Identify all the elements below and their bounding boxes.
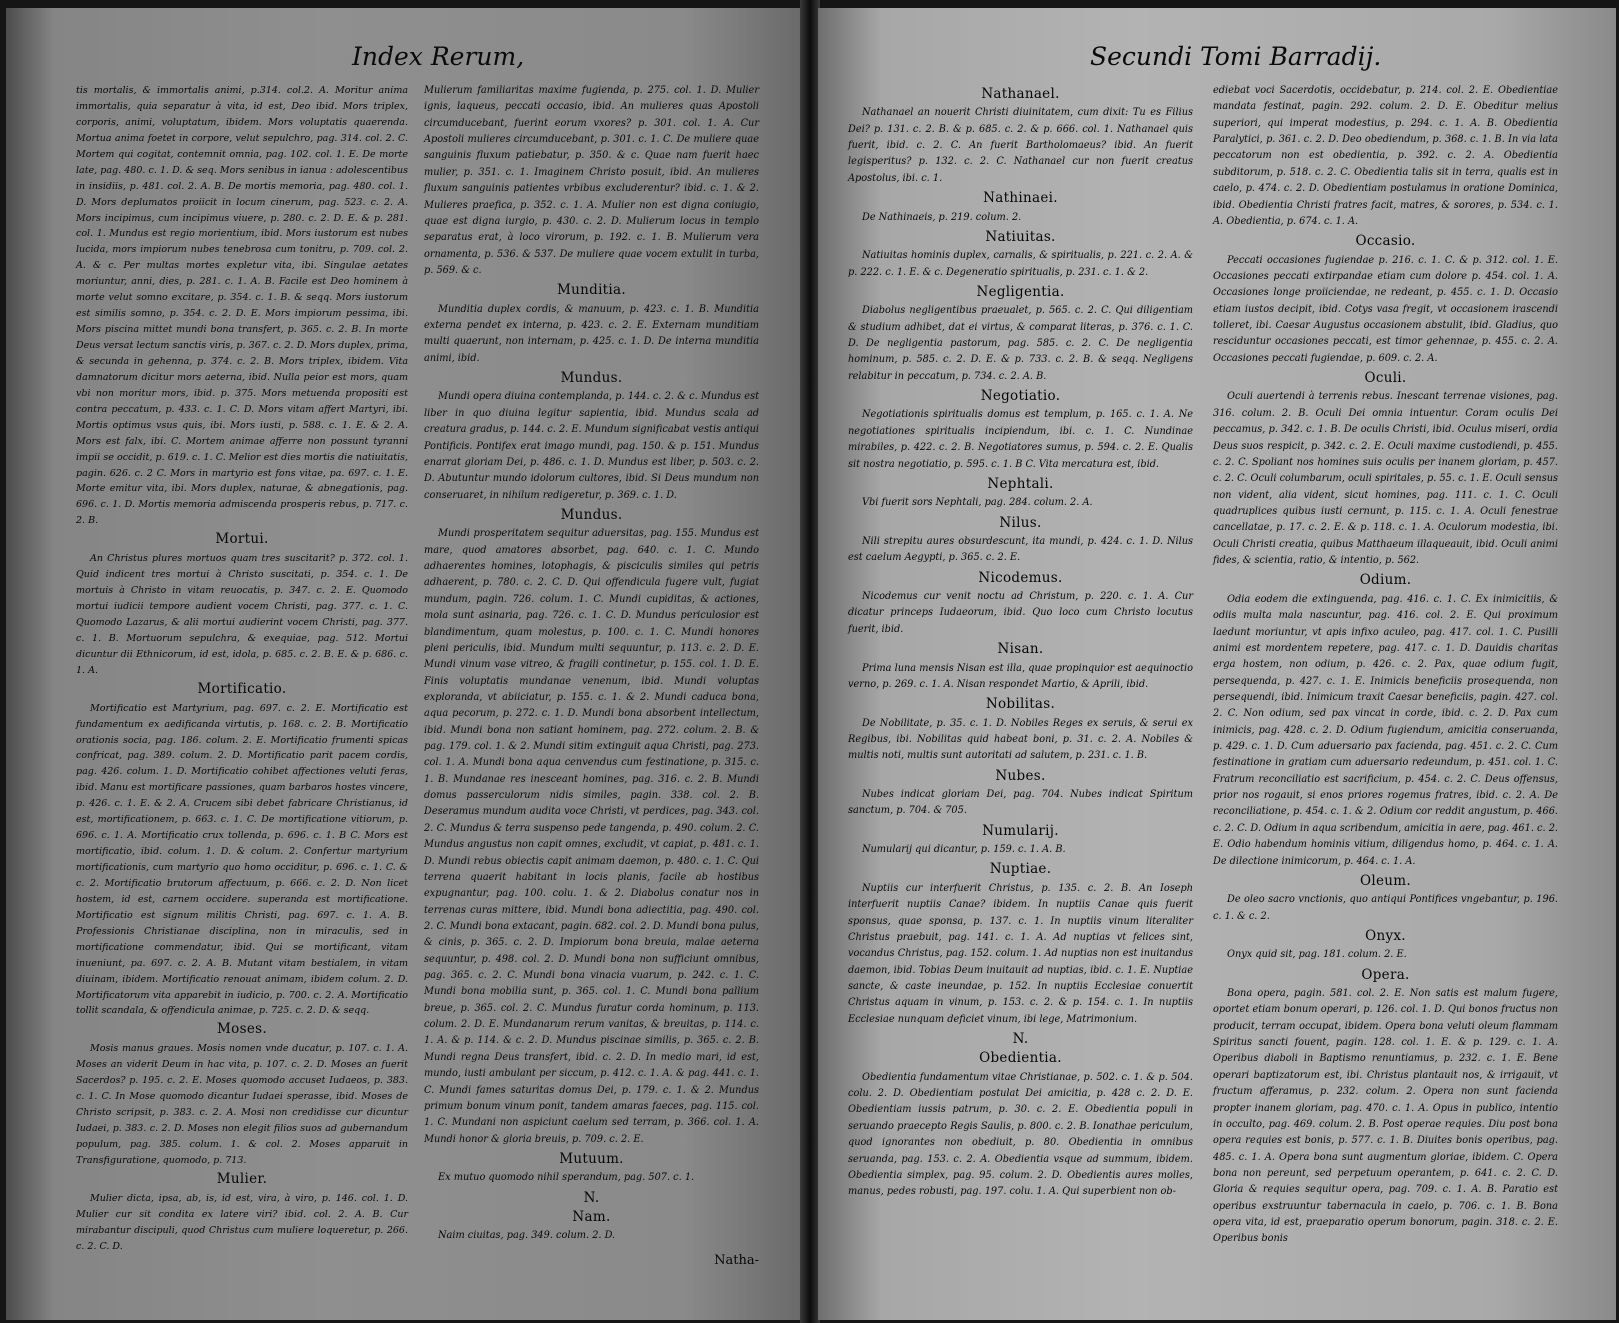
entry-heading: N.: [1012, 1031, 1029, 1048]
left-column-2: [424, 83, 759, 1269]
index-entry: [848, 229, 1193, 281]
entry-text: Mundi prosperitatem sequitur aduersitas, pag. 155. Mundus est mare, quod amatores absorbet, pag. 640. c. 1. C. Mundo adhaerentes homines, lotophagis, & pisciculis similes qui petris adhaerent, p. 780. c. 2. C. D. Qui offendicula fugere vult, fugiat mundum, pagin. 726. colum. 1. C. Mundi cupiditas, & actiones, mola sunt asinaria, pag. 726. c. 1. C. D. Mundus periculosior est blandimentum, quam molestus, p. 100. c. 1. C. Mundi honores pleni periculis, ibid. Mundum multi sequuntur, p. 113. c. 2. D. E. Mundi vinum vase vitreo, & fragili continetur, p. 155. col. 1. D. E. Finis voluptatis mundanae venenum, ibid. Mundi voluptas exploranda, vt abiiciatur, p. 155. c. 1. & 2. Mundi caduca bona, aqua pecorum, p. 272. c. 1. D. Mundi bona absorbent intellectum, ibid. Mundi bona non satiant hominem, pag. 272. colum. 2. B. & pag. 179. col. 1. & 2. Mundi sitim extinguit aqua Christi, pag. 273. col. 1. A. Mundi bona aqua cenvendus cum festinatione, p. 315. c. 1. B. Mundanae res inesceant homines, pag. 316. c. 2. B. Mundi domus passerculorum nidis similes, pagin. 338. col. 2. B. Deseramus mundum audita voce Christi, vt perdices, pag. 343. col. 2. C. Mundus & terra suspenso pede tangenda, p. 490. colum. 2. C. Mundus angustus non capit omnes, excludit, vt capiat, p. 481. c. 1. D. Mundi rebus obiectis capit animam daemon, p. 480. c. 1. C. Qui terrena quaerit habitant in locis planis, facile ab hostibus expugnantur, pag. 100. colu. 1. & 2. Diabolus conatur nos in terrenas curas mittere, ibid. Mundi bona adiectitia, pag. 490. col. 2. C. Mundi bona extacant, pagin. 682. col. 2. D. Mundi bona pulus, & cinis, p. 365. c. 2. D. Impiorum bona breuia, malae aeterna sequuntur, p. 498. col. 2. D. Mundi bona non sufficiunt omnibus, pag. 365. c. 2. C. Mundi bona vinacia vuarum, p. 242. c. 1. C. Mundi bona mobilia sunt, p. 365. col. 1. C. Mundi bona pallium breue, p. 365. col. 2. C. Mundus furatur corda hominum, p. 113. colum. 2. D. E. Mundanarum rerum vanitas, & breuitas, p. 114. c. 1. A. & p. 114. & c. 2. D. Mundus piscinae similis, p. 365. c. 2. B. Mundi regna Deus transfert, ibid. c. 2. D. In medio mari, id est, mundo, iusti ambulant per siccum, p. 412. c. 1. A. & pag. 441. c. 1. C. Mundi fames saturitas domus Dei, p. 179. c. 1. & 2. Mundus primum bonum vinum ponit, tandem amaras faeces, pag. 115. col. 1. C. Mundani non aspiciunt caelum sed terram, p. 366. col. 1. A. Mundi honor & gloria breuis, p. 709. c. 2. E.: [424, 528, 759, 1145]
index-entry: [1213, 873, 1558, 925]
right-column-2: [1213, 83, 1558, 1250]
index-entry: [424, 1190, 759, 1206]
entry-text: Nubes indicat gloriam Dei, pag. 704. Nubes indicat Spiritum sanctum, p. 704. & 705.: [848, 789, 1193, 817]
entry-text: Mulier dicta, ipsa, ab, is, id est, vira, à viro, p. 146. col. 1. D. Mulier cur sit condita ex latere viri? ibid. col. 2. A. B. Cur mirabantur discipuli, quod Christus cum muliere loqueretur, p. 266. c. 2. C. D.: [76, 1192, 408, 1252]
index-entry: [848, 515, 1193, 567]
entry-text: Mundi opera diuina contemplanda, p. 144. c. 2. & c. Mundus est liber in quo diuina legitur sapientia, ibid. Mundus scala ad creatura gradus, p. 144. c. 2. E. Mundum significabat vestis antiqui Pontificis. Pontifex erat imago mundi, pag. 150. & p. 151. Mundus enarrat gloriam Dei, p. 486. c. 1. D. Mundus est liber, p. 503. c. 2. D. Abutuntur mundo idolorum cultores, ibid. Si Deus mundum non conseruaret, in nihilum redigeretur, p. 369. c. 1. D.: [424, 391, 759, 501]
entry-text: Nuptiis cur interfuerit Christus, p. 135. c. 2. B. An Ioseph interfuerit nuptiis Canae? ibidem. In nuptiis Canae quis fuerit sponsus, quae sponsa, p. 137. c. 1. In nuptiis vinum literaliter Christus praebuit, pag. 141. c. 1. A. Ad nuptias vt felices sint, vocandus Christus, pag. 152. colum. 1. Ad nuptias non est inuitandus daemon, ibid. Tobias Deum inuitauit ad nuptias, ibid. c. 1. E. Nuptiae sancte, & caste ineundae, p. 152. In nuptiis Ecclesiae conuertit Christus aquam in vinum, p. 153. c. 2. & p. 154. c. 1. In nuptiis Ecclesiae nunquam deficiet vinum, ibi lege, Matrimonium.: [848, 882, 1193, 1025]
index-entry: [1213, 233, 1558, 367]
index-entry: [424, 507, 759, 1148]
index-entry: [424, 1209, 759, 1245]
entry-heading: Opera.: [1361, 966, 1410, 983]
entry-heading: Mutuum.: [559, 1151, 624, 1167]
left-page: [6, 8, 802, 1320]
entry-text: Vbi fuerit sors Nephtali, pag. 284. colum. 2. A.: [862, 497, 1093, 509]
entry-text: tis mortalis, & immortalis animi, p.314. col.2. A. Moritur anima immortalis, quia separatur à vita, id est, Deo ibid. Mors triplex, corporis, animi, voluptatum, ibidem. Mors voluptatis quaerenda. Mortua anima foetet in corpore, velut sepulchro, pag. 314. col. 2. C. Mortem qui cogitat, contemnit omnia, pag. 102. col. 1. E. De morte late, pag. 480. c. 1. D. & seq. Mors senibus in ianua : adolescentibus in insidiis, p. 481. col. 2. A. B. De mortis memoria, pag. 480. col. 1. D. Mors deplumatos proiicit in locum cinerum, pag. 523. c. 2. A. Mors incipimus, cum incipimus viuere, p. 280. c. 2. D. E. & p. 281. col. 1. Mundus est regio morientium, ibid. Mors iustorum est nubes lucida, mors impiorum nubes tenebrosa cum tonitru, p. 709. col. 2. A. & c. Per multas mortes expletur vita, ibi. Singulae aetates moriuntur, anni, dies, p. 281. c. 1. A. B. Facile est Deo hominem à morte velut somno excitare, p. 354. c. 1. B. & seqq. Mors iustorum est similis somno, p. 354. c. 2. D. E. Mors impiorum pessima, ibi. Mors piscina mittet mundi bona transfert, p. 365. c. 2. B. In morte Deus versat lectum sanctis viris, p. 367. c. 2. D. Mors duplex, prima, & secunda in gehenna, p. 374. c. 2. B. Mors triplex, ibidem. Vita damnatorum dicitur mors aeterna, ibid. Nulla peior est mors, quam vbi non moritur mors, ibid. p. 375. Mors metuenda propositi est contra peccatum, p. 433. c. 1. C. D. Mors vitam affert Martyri, ibi. Mortis optimus vsus quis, ibi. Mors iusti, p. 588. c. 1. E. & 2. A. Mors est falx, ibi. C. Mortem animae afferre non possunt tyranni impii se occidit, p. 619. c. 1. C. Melior est dies mortis die natiuitatis, pagin. 626. c. 2 C. Mors in martyrio est fons vitae, pa. 697. c. 1. E. Morte emitur vita, ibi. Mors duplex, naturae, & abnegationis, pag. 696. c. 1. D. Mortis memoria admiscenda prosperis rebus, p. 717. c. 2. B.: [76, 85, 408, 527]
entry-text: Oculi auertendi à terrenis rebus. Inescant terrenae visiones, pag. 316. colum. 2. B. Oculi Dei omnia intuentur. Coram oculis Dei peccamus, p. 342. c. 1. B. De oculis Christi, ibid. Oculus miseri, ordia Deus suos respicit, p. 342. c. 2. E. Oculi maxime custodiendi, p. 455. c. 2. C. Spoliant nos homines suis oculis per inanem gloriam, p. 457. c. 2. C. Oculi columbarum, oculi spiritales, p. 55. c. 1. E. Oculi sensus non vident, alia vident, sicut homines, pag. 111. c. 1. C. Oculi quadruplices quibus iusti cernunt, p. 115. c. 1. A. Oculi fenestrae cancellatae, p. 17. c. 2. E. & p. 118. c. 1. A. Oculorum modestia, ibi. Oculi Christi creatia, quibus Matthaeum illaqueauit, ibid. Oculi animi fides, & scientia, ratio, & intentio, p. 562.: [1213, 391, 1558, 567]
entry-heading: Nobilitas.: [985, 696, 1056, 713]
entry-heading: Nilus.: [999, 514, 1042, 531]
book-gutter: [800, 0, 820, 1323]
catchword: Natha-: [714, 1252, 759, 1268]
entry-heading: Nubes.: [995, 767, 1046, 784]
entry-text: Ex mutuo quomodo nihil sperandum, pag. 507. c. 1.: [438, 1172, 695, 1184]
entry-text: Obedientia fundamentum vitae Christianae, p. 502. c. 1. & p. 504. colu. 2. D. Obedientiam postulat Dei amicitia, p. 428 c. 2. D. E. Obedientiam iussis patrum, p. 30. c. 2. E. Obedientia populi in seruando praecepto Regis Saulis, p. 800. c. 2. B. Ionathae periculum, quod ignorantes non obediuit, p. 80. Obedientia in omnibus seruanda, pag. 153. c. 2. A. Obedientia vsque ad summum, ibidem. Obedientia simplex, pag. 95. colum. 2. D. Obedientis aures molles, manus, pedes robusti, pag. 197. colu. 1. A. Qui superbient non ob-: [848, 1071, 1193, 1198]
entry-heading: Negligentia.: [976, 283, 1065, 300]
index-entry: [848, 388, 1193, 473]
entry-text: Prima luna mensis Nisan est illa, quae propinquior est aequinoctio verno, p. 269. c. 1. A. Nisan respondet Martio, & Aprili, ibid.: [848, 662, 1193, 690]
index-entry: [1213, 967, 1558, 1248]
entry-text: Diabolus negligentibus praeualet, p. 565. c. 2. C. Qui diligentiam & studium adhibet, dat ei virtus, & comparat literas, p. 376. c. 1. C. D. De negligentia pastorum, pag. 585. c. 2. C. De negligentia hominum, p. 585. c. 2. D. E. & p. 733. c. 2. B. & seqq. Negligens relabitur in peccatum, p. 734. c. 2. A. B.: [848, 305, 1193, 382]
index-entry: [1213, 572, 1558, 869]
index-entry: [424, 83, 759, 279]
index-entry: [76, 83, 408, 529]
entry-text: Numularij qui dicantur, p. 159. c. 1. A. B.: [862, 844, 1066, 856]
entry-text: Negotiationis spiritualis domus est templum, p. 165. c. 1. A. Ne negotiationes spiritualis incipiendum, ibi. c. 1. C. Nundinae mirabiles, p. 422. c. 2. B. Negotiatores sumus, p. 594. c. 2. E. Qualis sit nostra negotiatio, p. 595. c. 1. B C. Vita mercatura est, ibid.: [848, 409, 1193, 470]
index-entry: [848, 476, 1193, 512]
entry-text: Nili strepitu aures obsurdescunt, ita mundi, p. 424. c. 1. D. Nilus est caelum Aegypti, p. 365. c. 2. E.: [848, 535, 1193, 564]
index-entry: [848, 768, 1193, 820]
index-entry: [848, 1031, 1193, 1047]
entry-heading: Numularij.: [982, 822, 1059, 839]
index-entry: [76, 682, 408, 1020]
index-entry: [848, 696, 1193, 764]
index-entry: [424, 1151, 759, 1187]
index-entry: [848, 823, 1193, 859]
entry-text: An Christus plures mortuos quam tres suscitarit? p. 372. col. 1. Quid indicent tres mortui à Christo suscitati, p. 354. c. 1. De mortuis à Christo in vitam reuocatis, p. 347. c. 2. E. Quomodo mortui iudicii tempore audient vocem Christi, pag. 377. c. 1. C. Quomodo Lazarus, & alii mortui audierint vocem Christi, pag. 377. c. 1. B. Mortuorum sepulchra, & exequiae, pag. 512. Mortui dicuntur dii Ethnicorum, id est, idola, p. 685. c. 2. B. E. & p. 686. c. 1. A.: [76, 553, 408, 676]
entry-heading: Negotiatio.: [980, 388, 1061, 405]
entry-text: Peccati occasiones fugiendae p. 216. c. 1. C. & p. 312. col. 1. E. Occasiones peccati extirpandae etiam cum dolore p. 454. col. 1. A. Occasiones longe proiiciendae, ne redeant, p. 455. c. 1. D. Occasio etiam iustos decipit, ibid. Cotys vasa fregit, vt occasionem irascendi tolleret, ibi. Caesar Augustus occasionem abstulit, ibid. Gladius, quo resciduntur occasiones peccati, est timor gehennae, p. 455. c. 2. A. Occasiones peccati fugiendae, p. 609. c. 2. A.: [1213, 254, 1558, 364]
entry-text: Odia eodem die extinguenda, pag. 416. c. 1. C. Ex inimicitiis, & odiis multa mala nascuntur, pag. 416. col. 2. E. Qui proximum laedunt moriuntur, vt apis infixo aculeo, pag. 417. col. 1. C. Pusilli animi est mordentem repetere, pag. 417. c. 1. D. Dauidis charitas erga hostem, non odium, p. 426. c. 2. Pax, quae odium fugit, persequenda, p. 427. c. 1. E. Inimicis beneficiis prosequenda, non persequendi, ibid. Inimicum traxit Caesar beneficiis, pagin. 427. col. 2. C. Non odium, sed pax vincat in corde, ibid. c. 2. D. Pax cum inimicis, pag. 428. c. 2. D. Odium fugiendum, amicitia conseruanda, p. 429. c. 1. D. Cum aduersario pax facienda, pag. 451. c. 2. C. Cum festinatione in gratiam cum aduersario redeundum, p. 451. col. 1. C. Fratrum reconciliatio est sacrificium, p. 454. c. 2. C. Deus offensus, prior nos rogauit, si enos priores rogemus fratres, ibid. c. 2. A. De reconciliatione, p. 454. c. 1. & 2. Odium cor reddit angustum, p. 466. c. 2. C. D. Odium in aqua scribendum, amicitia in aere, pag. 461. c. 2. E. Odio habendum hominis vitium, diligendus homo, p. 464. c. 1. A. De dilectione inimicorum, p. 464. c. 1. A.: [1213, 593, 1558, 867]
right-page: [818, 8, 1616, 1320]
entry-heading: Nathinaei.: [983, 190, 1058, 207]
entry-heading: Oleum.: [1360, 872, 1411, 889]
entry-heading: Obedientia.: [979, 1050, 1062, 1067]
index-entry: [424, 282, 759, 367]
entry-heading: Moses.: [217, 1021, 267, 1038]
index-entry: [1213, 928, 1558, 964]
entry-text: Natiuitas hominis duplex, carnalis, & spiritualis, p. 221. c. 2. A. & p. 222. c. 1. E. & c. Degeneratio spiritualis, p. 231. c. 1. & 2.: [848, 250, 1193, 278]
entry-heading: Mundus.: [560, 506, 623, 523]
right-column-1: [848, 83, 1193, 1203]
index-entry: [1213, 370, 1558, 569]
index-entry: [848, 1050, 1193, 1200]
entry-text: Mulierum familiaritas maxime fugienda, p. 275. col. 1. D. Mulier ignis, laqueus, peccati occasio, ibid. An mulieres quas Apostoli circumducebant, fuerint eorum vxores? p. 301. col. 1. A. Cur Apostoli mulieres circumducebant, p. 301. c. 1. C. De muliere quae sanguinis fluxum patiebatur, p. 350. & c. Quae nam fuerit haec mulier, p. 351. c. 1. Imaginem Christo posuit, ibid. An mulieres fluxum sanguinis patientes vrbibus excluderentur? ibid. c. 1. & 2. Mulieres praefica, p. 352. c. 1. A. Mulier non est digna coniugio, quae est digna iurgio, p. 430. c. 2. D. Mulierum locus in templo separatus erat, à loco virorum, p. 192. c. 1. B. Mulierum vera ornamenta, p. 536. & 537. De muliere quae vocem extulit in turba, p. 569. & c.: [424, 85, 759, 276]
entry-heading: Nam.: [572, 1209, 611, 1226]
index-entry: [848, 861, 1193, 1028]
index-entry: [848, 284, 1193, 385]
entry-text: De Nobilitate, p. 35. c. 1. D. Nobiles Reges ex seruis, & serui ex Regibus, ibi. Nobilitas quid habeat boni, p. 31. c. 2. A. Nobiles & multis noti, multis sunt autoritati ad salutem, p. 231. c. 1. B.: [848, 717, 1193, 762]
entry-heading: Mortificatio.: [197, 680, 287, 697]
running-head-left: Index Rerum,: [352, 42, 525, 71]
left-column-1: [76, 83, 408, 1257]
index-entry: [76, 532, 408, 678]
entry-heading: Nephtali.: [987, 475, 1054, 492]
entry-text: Munditia duplex cordis, & manuum, p. 423. c. 1. B. Munditia externa pendet ex interna, p. 423. c. 2. E. Externam munditiam multi quaerunt, non internam, p. 425. c. 1. D. De interna munditia animi, ibid.: [424, 303, 759, 364]
entry-text: Mortificatio est Martyrium, pag. 697. c. 2. E. Mortificatio est fundamentum ex aedificanda virtutis, p. 168. c. 2. B. Mortificatio orationis socia, pag. 186. colum. 2. E. Mortificatio frumenti spicas confricat, pag. 389. colum. 2. D. Mortificatio parit pacem cordis, pag. 426. colum. 1. D. Mortificatio cohibet affectiones veluti feras, ibid. Manu est mortificare passiones, quam barbaros hostes vincere, p. 426. c. 1. E. & 2. A. Crucem sibi debet fabricare Christianus, id est, mortificationem, p. 663. c. 1. C. De mortificatione vitiorum, p. 696. c. 1. A. Mortificatio crux tollenda, p. 696. c. 1. B C. Mors est mortificatio, ibid. colum. 1. D. & colum. 2. Confertur martyrium mortificationis, cum martyrio quo homo occiditur, p. 696. c. 1. C. & c. 2. Mortificatio brutorum affectuum, p. 666. c. 2. D. Non licet hostem, id est, carnem occidere. superanda est mortificatione. Mortificatio est signum militis Christi, pag. 697. c. 1. A. B. Professionis Christianae disciplina, non in miraculis, sed in mortificatione commendatur, ibid. Qui se mortificant, vitam inueniunt, pa. 697. c. 2. A. B. Mutant vitam bestialem, in vitam diuinam, ibidem. Mortificatio renouat animam, ibidem colum. 2. D. Mortificatorum vita apparebit in iudicio, p. 700. c. 2. A. Mortificatio tollit scandala, & offendicula animae, p. 725. c. 2. D. & seqq.: [76, 702, 408, 1017]
running-head-right: Secundi Tomi Barradij.: [1090, 42, 1382, 71]
entry-text: ediebat voci Sacerdotis, occidebatur, p. 214. col. 2. E. Obedientiae mandata festinat, pagin. 292. colum. 2. D. E. Obeditur melius superiori, qui imperat modestius, p. 294. c. 1. A. B. Obedientia Paralytici, p. 361. c. 2. D. Deo obediendum, p. 368. c. 1. B. In via lata peccatorum non est obedientia, p. 392. c. 2. A. Obedientia subditorum, p. 518. c. 2. C. Obedientia talis sit in terra, qualis est in caelo, p. 474. c. 2. D. Obedientiam postulamus in oratione Dominica, ibid. Obedientia Christi fratres facit, matres, & sorores, p. 534. c. 1. A. Obedientia, p. 674. c. 1. A.: [1213, 85, 1558, 227]
index-entry: [848, 570, 1193, 638]
entry-heading: Mulier.: [216, 1170, 268, 1187]
entry-heading: Nisan.: [997, 641, 1044, 658]
entry-text: Bona opera, pagin. 581. col. 2. E. Non satis est malum fugere, oportet etiam bonum operari, p. 126. col. 1. D. Qui bonos fructus non producit, terram occupat, ibidem. Opera bona veluti oleum flammam Spiritus sancti fouent, pagin. 128. col. 1. E. & p. 129. c. 1. A. Operibus diaboli in Baptismo renuntiamus, p. 232. c. 1. E. Bene operari baptizatorum est, ibi. Christus plantauit nos, & irrigauit, vt fructum afferamus, p. 232. colum. 2. Opera non sunt facienda propter inanem gloriam, pag. 470. c. 1. A. Opus in publico, intentio in occulto, pag. 469. colum. 2. B. Post operae requies. Diu post bona opera requies est bonis, p. 577. c. 1. B. Diuites bonis operibus, pag. 485. c. 1. A. Opera bona sunt augmentum gloriae, ibidem. C. Opera bona non pereunt, sed perpetuum operantem, p. 641. c. 2. C. D. Gloria & requies sequitur opera, pag. 709. c. 1. A. B. Paratio est operibus exstruuntur tabernacula in caelo, p. 706. c. 1. B. Bona opera vita, id est, praeparatio operum bonorum, pagin. 318. c. 2. E. Operibus bonis: [1213, 988, 1558, 1245]
entry-text: Nathanael an nouerit Christi diuinitatem, cum dixit: Tu es Filius Dei? p. 131. c. 2. B. & p. 685. c. 2. & p. 666. col. 1. Nathanael quis fuerit, ibid. c. 2. C. An fuerit Bartholomaeus? ibid. An fuerit legisperitus? p. 132. c. 2. C. Nathanael cur non fuerit creatus Apostolus, ibi. c. 1.: [848, 107, 1193, 184]
index-entry: [848, 641, 1193, 693]
entry-heading: Munditia.: [557, 282, 626, 299]
entry-heading: Natiuitas.: [985, 228, 1056, 245]
entry-heading: Mortui.: [215, 531, 269, 548]
entry-text: Naim ciuitas, pag. 349. colum. 2. D.: [438, 1230, 616, 1242]
index-entry: [76, 1172, 408, 1255]
entry-heading: Occasio.: [1355, 233, 1416, 250]
entry-text: Mosis manus graues. Mosis nomen vnde ducatur, p. 107. c. 1. A. Moses an viderit Deum in hac vita, p. 107. c. 2. D. Moses an fuerit Sacerdos? p. 195. c. 2. E. Moses quomodo accuset Iudaeos, p. 383. c. 1. C. In Mose quomodo dicantur Iudaei sperasse, ibid. Moses de Christo scripsit, p. 383. c. 2. A. Mosi non credidisse cur dicuntur Iudaei, p. 383. c. 2. D. Moses non elegit filios suos ad gubernandum populum, pag. 385. colum. 1. & col. 2. Moses apparuit in Transfiguratione, quomodo, p. 713.: [76, 1043, 408, 1166]
entry-heading: Oculi.: [1364, 370, 1407, 387]
entry-text: Nicodemus cur venit noctu ad Christum, p. 220. c. 1. A. Cur dicatur princeps Iudaeorum, ibid. Quo loco cum Christo locutus fuerit, ibid.: [848, 591, 1193, 635]
index-entry: [848, 190, 1193, 226]
entry-text: De oleo sacro vnctionis, quo antiqui Pontifices vngebantur, p. 196. c. 1. & c. 2.: [1213, 894, 1558, 922]
entry-text: De Nathinaeis, p. 219. colum. 2.: [862, 211, 1022, 223]
index-entry: [424, 370, 759, 504]
entry-text: Onyx quid sit, pag. 181. colum. 2. E.: [1227, 949, 1407, 961]
entry-heading: N.: [583, 1189, 600, 1206]
entry-heading: Nicodemus.: [978, 569, 1063, 586]
entry-heading: Mundus.: [560, 370, 623, 387]
entry-heading: Nathanael.: [981, 86, 1060, 102]
index-entry: [848, 86, 1193, 187]
index-entry: [76, 1022, 408, 1168]
index-entry: [1213, 83, 1558, 230]
entry-heading: Nuptiae.: [989, 861, 1052, 878]
entry-heading: Onyx.: [1365, 927, 1406, 944]
entry-heading: Odium.: [1359, 572, 1412, 589]
